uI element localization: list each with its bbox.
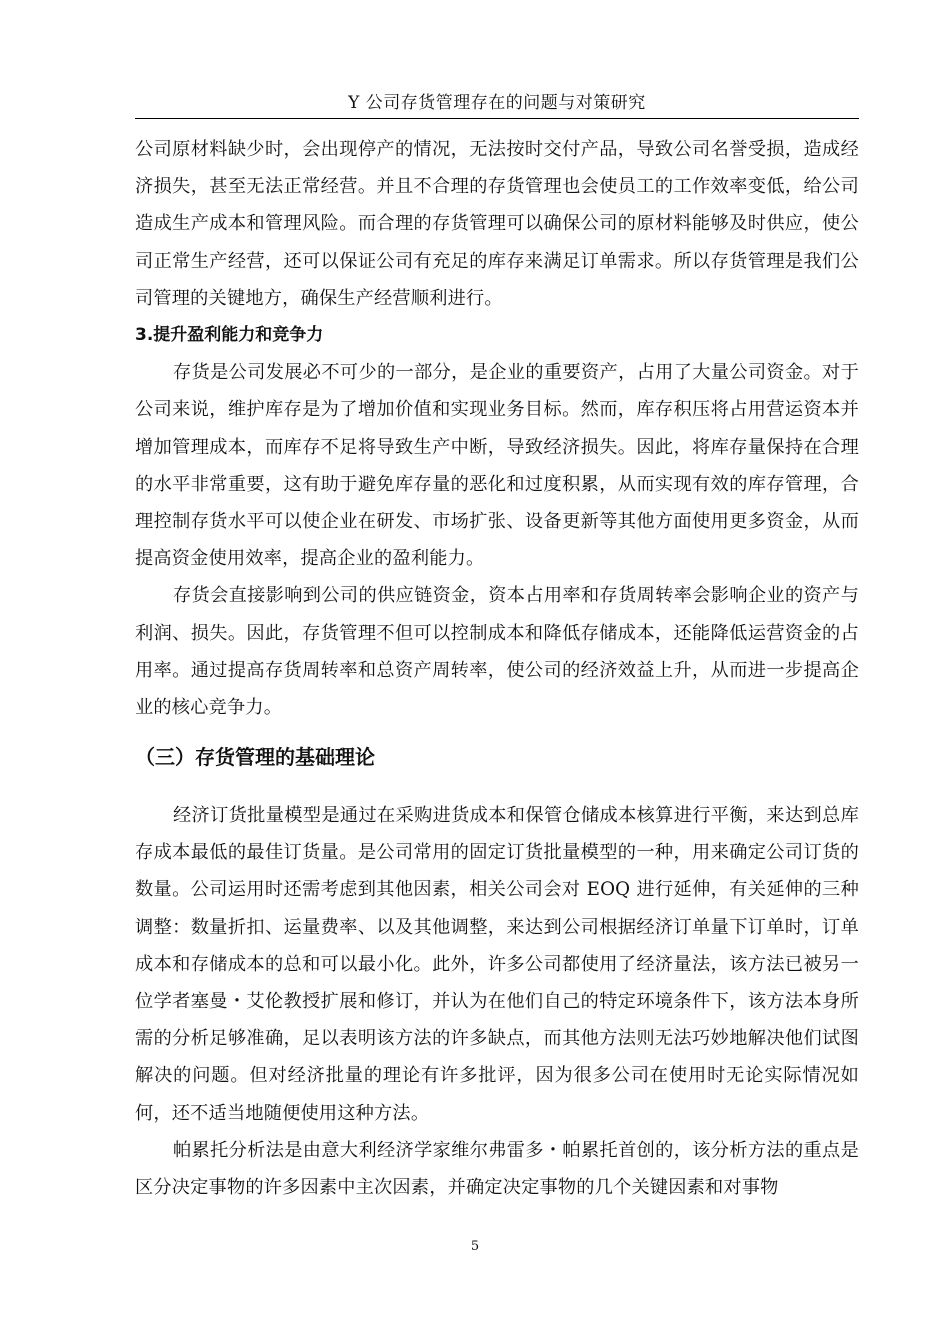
page-number: 5 [470, 1239, 480, 1254]
paragraph: 存货是公司发展必不可少的一部分，是企业的重要资产，占用了大量公司资金。对于公司来说，维护库存是为了增加价值和实现业务目标。然而，库存积压将占用营运资本并增加管理成本，而库存不足将导致生产中断，导致经济损失。因此，将库存量保持在合理的水平非常重要，这有助于避免库存量的恶化和过度积累，从而实现有效的库存管理，合理控制存货水平可以使企业在研发、市场扩张、设备更新等其他方面使用更多资金，从而提高资金使用效率，提高企业的盈利能力。 [135, 362, 859, 570]
header-rule [135, 118, 859, 119]
section-heading: （三）存货管理的基础理论 [135, 745, 375, 769]
paragraph-continued: 公司原材料缺少时，会出现停产的情况，无法按时交付产品，导致公司名誉受损，造成经济损失，甚至无法正常经营。并且不合理的存货管理也会使员工的工作效率变低，给公司造成生产成本和管理风险。而合理的存货管理可以确保公司的原材料能够及时供应，使公司正常生产经营，还可以保证公司有充足的库存来满足订单需求。所以存货管理是我们公司管理的关键地方，确保生产经营顺利进行。 [135, 139, 859, 309]
paragraph: 帕累托分析法是由意大利经济学家维尔弗雷多・帕累托首创的，该分析方法的重点是区分决定事物的许多因素中主次因素，并确定决定事物的几个关键因素和对事物 [135, 1139, 859, 1199]
body-block-2 [135, 797, 859, 1206]
section-heading-block [135, 738, 859, 776]
subheading: 3.提升盈利能力和竞争力 [135, 325, 324, 346]
body-block-1 [135, 131, 859, 726]
paragraph: 经济订货批量模型是通过在采购进货成本和保管仓储成本核算进行平衡，来达到总库存成本最低的最佳订货量。是公司常用的固定订货批量模型的一种，用来确定公司订货的数量。公司运用时还需考虑到其他因素，相关公司会对 EOQ 进行延伸，有关延伸的三种调整：数量折扣、运量费率、以及其他调整，来达到公司根据经济订单量下订单时，订单成本和存储成本的总和可以最小化。此外，许多公司都使用了经济量法，该方法已被另一位学者塞曼・艾伦教授扩展和修订，并认为在他们自己的特定环境条件下，该方法本身所需的分析足够准确，足以表明该方法的许多缺点，而其他方法则无法巧妙地解决他们试图解决的问题。但对经济批量的理论有许多批评，因为很多公司在使用时无论实际情况如何，还不适当地随便使用这种方法。 [135, 805, 859, 1124]
running-header: Y 公司存货管理存在的问题与对策研究 [348, 93, 646, 113]
paragraph: 存货会直接影响到公司的供应链资金，资本占用率和存货周转率会影响企业的资产与利润、损失。因此，存货管理不但可以控制成本和降低存储成本，还能降低运营资金的占用率。通过提高存货周转率和总资产周转率，使公司的经济效益上升，从而进一步提高企业的核心竞争力。 [135, 585, 859, 719]
